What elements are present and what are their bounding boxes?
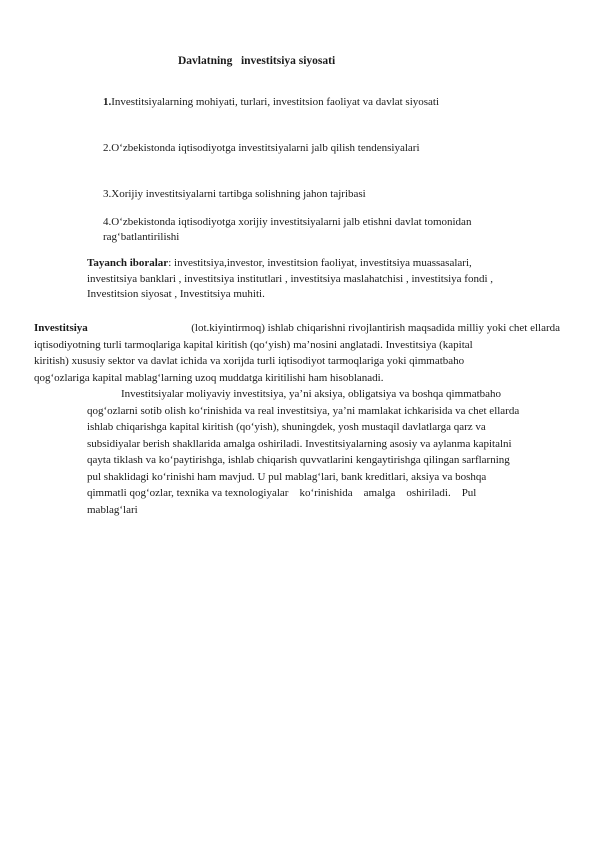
keywords-line-1 — [87, 256, 557, 272]
keywords-line-3: Investitsion siyosat , Investitsiya muhiti. — [87, 288, 265, 300]
paragraph-line — [87, 469, 560, 486]
paragraph-line-text: Investitsiyalar moliyaviy investitsiya, ya’ni aksiya, obligatsiya va boshqa qimmatbaho — [121, 388, 502, 400]
keywords-block — [87, 256, 557, 303]
toc-item-text: Investitsiyalarning mohiyati, turlari, investitsion faoliyat va davlat siyosati — [111, 96, 440, 108]
toc-item-number: 4. — [103, 216, 112, 228]
keywords-label: Tayanch iboralar — [87, 257, 169, 269]
paragraph-line-text: mablag‘lari — [87, 503, 138, 516]
paragraph-line — [87, 502, 560, 519]
toc-item-2 — [103, 141, 523, 156]
paragraph-definition — [34, 320, 560, 386]
paragraph-line-text: subsidiyalar berish shakllarida amalga oshiriladi. Investitsiyalarning asosiy va aylanma kapitalni — [87, 437, 512, 450]
toc-item-4 — [103, 215, 523, 245]
toc-item-text-line1: O‘zbekistonda iqtisodiyotga xorijiy investitsiyalarni jalb etishni davlat tomonidan — [111, 216, 472, 228]
paragraph-line — [34, 370, 560, 387]
paragraph-types — [87, 386, 560, 518]
lead-term: Investitsiya — [34, 322, 88, 334]
paragraph-line-text: pul shaklidagi ko‘rinishi ham mavjud. U pul mablag‘lari, bank kreditlari, aksiya va boshqa — [87, 470, 487, 483]
toc-item-number: 2. — [103, 142, 112, 154]
keywords-line-2: investitsiya banklari , investitsiya institutlari , investitsiya maslahatchisi , investitsiya fondi , — [87, 272, 494, 285]
paragraph-line — [87, 419, 560, 436]
paragraph-line — [87, 485, 560, 502]
paragraph-line-text: qog‘ozlariga kapital mablag‘larning uzoq muddatga kiritilishi ham hisoblanadi. — [34, 371, 384, 384]
toc-item-3 — [103, 187, 523, 202]
toc-item-number: 1. — [103, 96, 112, 108]
keywords-text: : investitsiya,investor, investitsion faoliyat, investitsiya muassasalari, — [168, 257, 472, 269]
toc-item-text: O‘zbekistonda iqtisodiyotga investitsiyalarni jalb qilish tendensiyalari — [111, 142, 420, 154]
paragraph-line — [87, 436, 560, 453]
toc-item-1 — [103, 95, 523, 110]
paragraph-line — [87, 452, 560, 469]
paragraph-line — [87, 403, 560, 420]
paragraph-line-text: iqtisodiyotning turli tarmoqlariga kapital kiritish (qo‘yish) ma’nosini anglatadi. Investitsiya (kapital — [34, 338, 473, 351]
paragraph-line-text: qog‘ozlarni sotib olish ko‘rinishida va real investitsiya, ya’ni mamlakat ichkarisida va chet ellarda — [87, 404, 520, 417]
toc-item-text: Xorijiy investitsiyalarni tartibga solishning jahon tajribasi — [111, 188, 366, 200]
paragraph-line — [34, 353, 560, 370]
paragraph-line-text: ishlab chiqarishga kapital kiritish (qo‘yish), shuningdek, yosh mustaqil davlatlarga qarz va — [87, 421, 486, 433]
paragraph-line-text: qimmatli qog‘ozlar, texnika va texnologiyalar ko‘rinishida amalga oshiriladi. Pul — [87, 487, 477, 499]
paragraph-line-text: qayta tiklash va ko‘paytirishga, ishlab chiqarish quvvatlarini kengaytirishga qilingan sarflarning — [87, 454, 510, 466]
toc-item-text-line2: rag‘batlantirilishi — [103, 231, 180, 243]
paragraph-line-text: kiritish) xususiy sektor va davlat ichida va xorijda turli iqtisodiyot tarmoqlariga yoki qimmatbaho — [34, 355, 465, 367]
paragraph-line-text: (lot.kiyintirmoq) ishlab chiqarishni rivojlantirish maqsadida milliy yoki chet ellarda — [191, 322, 560, 334]
paragraph-line — [34, 337, 560, 354]
paragraph-line — [34, 320, 560, 337]
paragraph-line — [87, 386, 560, 403]
toc-item-number: 3. — [103, 188, 112, 200]
page-title: Davlatning investitsiya siyosati — [178, 55, 336, 67]
